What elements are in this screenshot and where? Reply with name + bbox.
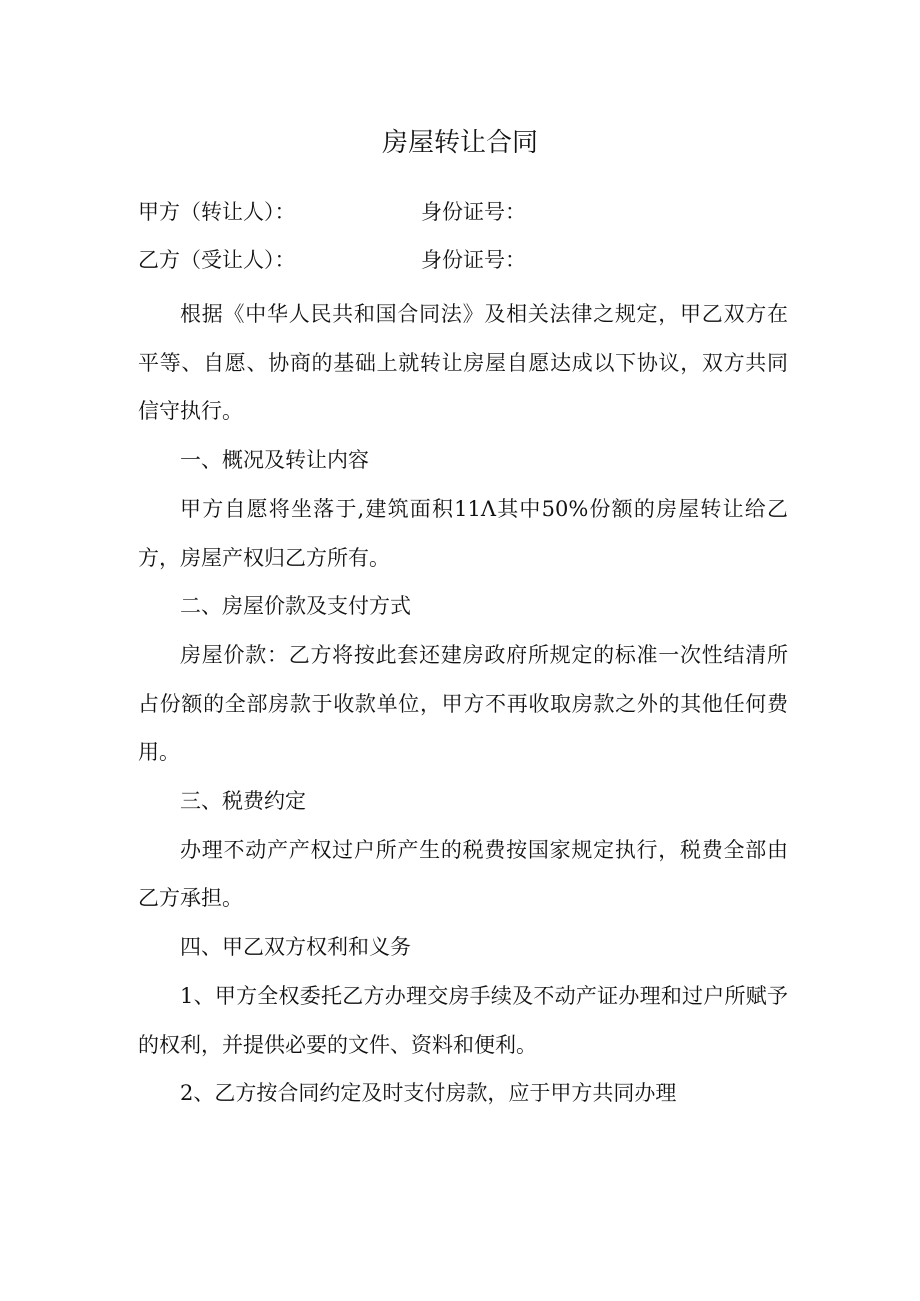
party-a-label: 甲方（转让人）： (138, 200, 296, 224)
section-heading-2: 二、房屋价款及支付方式 (180, 594, 411, 619)
contract-body (138, 290, 788, 1118)
intro-paragraph: 根据《中华人民共和国合同法》及相关法律之规定，甲乙双方在平等、自愿、协商的基础上就转让房屋自愿达成以下协议，双方共同信守执行。 (138, 302, 788, 424)
section-3-paragraph: 办理不动产产权过户所产生的税费按国家规定执行，税费全部由乙方承担。 (138, 837, 788, 911)
section-1-paragraph: 甲方自愿将坐落于,建筑面积11Λ其中50%份额的房屋转让给乙方，房屋产权归乙方所有。 (138, 496, 788, 570)
section-2-paragraph: 房屋价款：乙方将按此套还建房政府所规定的标准一次性结清所占份额的全部房款于收款单位，甲方不再收取房款之外的其他任何费用。 (138, 642, 788, 765)
section-heading-1: 一、概况及转让内容 (180, 448, 369, 473)
section-4-item-2: 2、乙方按合同约定及时支付房款，应于甲方共同办理 (180, 1081, 677, 1106)
section-4-item-1: 1、甲方全权委托乙方办理交房手续及不动产证办理和过户所赋予的权利，并提供必要的文件、资料和便利。 (138, 983, 788, 1057)
party-b-label: 乙方（受让人）： (138, 248, 296, 272)
party-b-id-label: 身份证号： (421, 248, 526, 272)
section-heading-3: 三、税费约定 (180, 789, 306, 814)
section-heading-4: 四、甲乙双方权利和义务 (180, 935, 411, 960)
party-a-id-label: 身份证号： (421, 200, 526, 224)
page-title: 房屋转让合同 (381, 128, 538, 158)
